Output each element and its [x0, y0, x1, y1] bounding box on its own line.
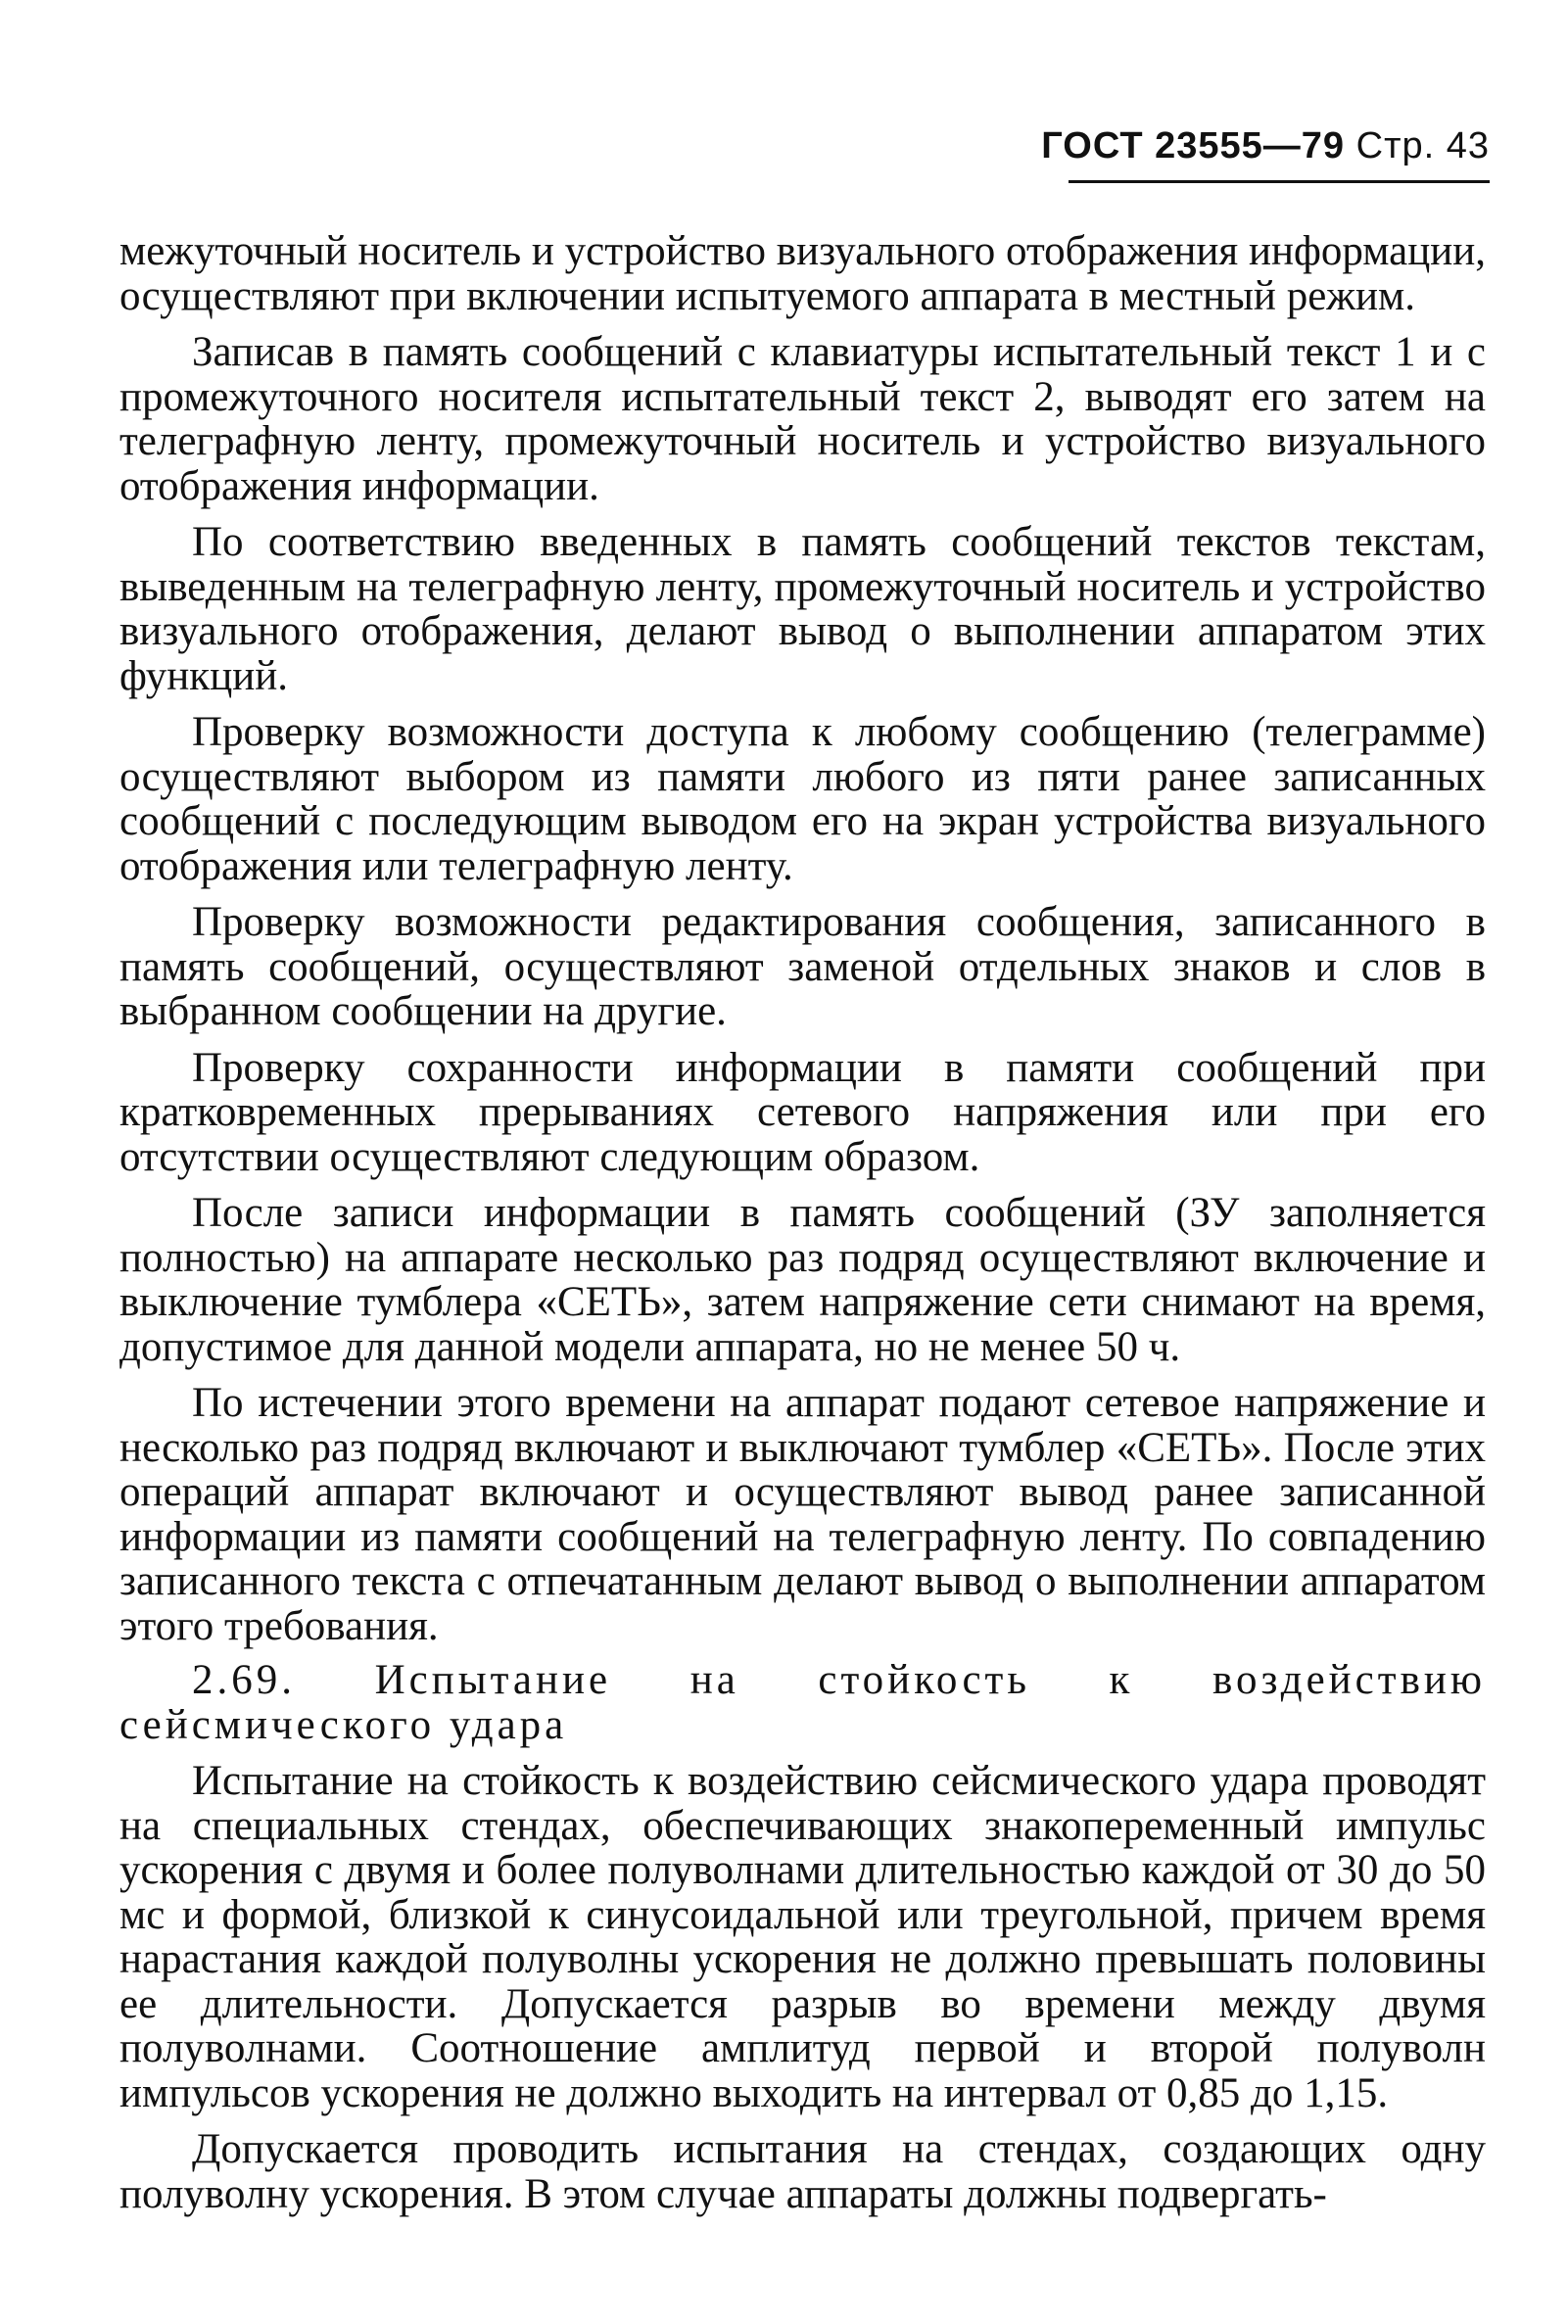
- page-number: Стр. 43: [1355, 125, 1490, 166]
- paragraph: По истечении этого времени на аппарат подают сетевое напряжение и несколько раз подряд включают и выключают тумблер «СЕТЬ». После этих операций аппарат включают и осуществляют вывод ранее записанной информации из памяти сообщений на телеграфную ленту. По совпадению записанного текста с отпечатанным делают вывод о выполнении аппаратом этого требования.: [119, 1380, 1486, 1649]
- section-heading: [119, 1658, 1486, 1747]
- paragraph: Проверку возможности доступа к любому сообщению (телеграмме) осуществляют выбором из памяти любого из пяти ранее записанных сообщений с последующим выводом его на экран устройства визуального отображения или телеграфную ленту.: [119, 709, 1486, 889]
- paragraph: По соответствию введенных в память сообщений текстов текстам, выведенным на телеграфную ленту, промежуточный носитель и устройство визуального отображения, делают вывод о выполнении аппаратом этих функций.: [119, 519, 1486, 699]
- paragraph: Допускается проводить испытания на стендах, создающих одну полуволну ускорения. В этом случае аппараты должны подвергать-: [119, 2126, 1486, 2217]
- paragraph: Записав в память сообщений с клавиатуры испытательный текст 1 и с промежуточного носителя испытательный текст 2, выводят его затем на телеграфную ленту, промежуточный носитель и устройство визуального отображения информации.: [119, 329, 1486, 509]
- paragraph: межуточный носитель и устройство визуального отображения информации, осуществляют при включении испытуемого аппарата в местный режим.: [119, 228, 1486, 319]
- paragraph: Испытание на стойкость к воздействию сейсмического удара проводят на специальных стендах, обеспечивающих знакопеременный импульс ускорения с двумя и более полуволнами длительностью каждой от 30 до 50 мс и формой, близкой к синусоидальной или треугольной, причем время нарастания каждой полуволны ускорения не должно превышать половины ее длительности. Допускается разрыв во времени между двумя полуволнами. Соотношение амплитуд первой и второй полуволн импульсов ускорения не должно выходить на интервал от 0,85 до 1,15.: [119, 1758, 1486, 2116]
- header-rule: [1069, 180, 1490, 183]
- page-header: [1041, 125, 1490, 167]
- standard-number: ГОСТ 23555—79: [1041, 125, 1346, 166]
- paragraph: Проверку возможности редактирования сообщения, записанного в память сообщений, осуществляют заменой отдельных знаков и слов в выбранном сообщении на другие.: [119, 899, 1486, 1034]
- body-text: [119, 229, 1486, 2216]
- section-number: 2.69.: [192, 1657, 296, 1703]
- section-title: Испытание на стойкость к воздействию сейсмического удара: [119, 1657, 1487, 1748]
- paragraph: После записи информации в память сообщений (ЗУ заполняется полностью) на аппарате несколько раз подряд осуществляют включение и выключение тумблера «СЕТЬ», затем напряжение сети снимают на время, допустимое для данной модели аппарата, но не менее 50 ч.: [119, 1190, 1486, 1370]
- paragraph: Проверку сохранности информации в памяти сообщений при кратковременных прерываниях сетевого напряжения или при его отсутствии осуществляют следующим образом.: [119, 1044, 1486, 1180]
